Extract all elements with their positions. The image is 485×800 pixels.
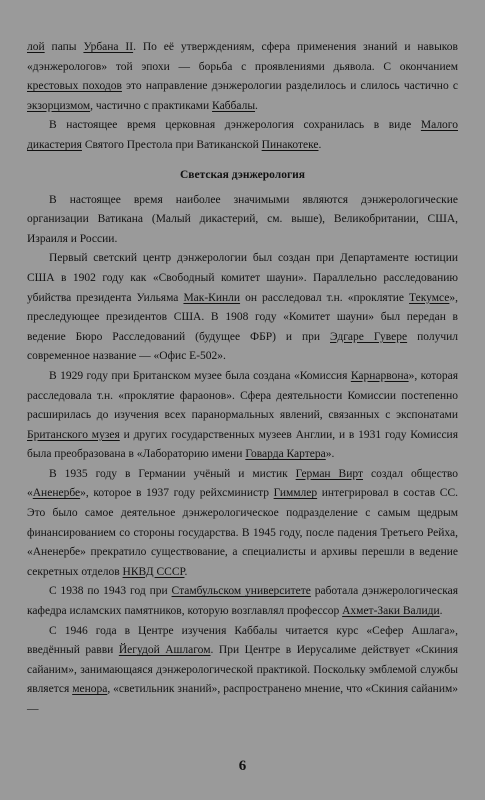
paragraph-5: В 1929 году при Британском музее была создана «Комиссия Карнарвона», которая расследовала т.н. «проклятие фараонов». Сфера деятельности Комиссии постепенно расширилась до изучения всех паранормальных явлений, связанных с экспонатами Британского музея и других государственных музеев Англии, и в 1931 году Комиссия была преобразована в «Лабораторию имени Говарда Картера». — [27, 369, 459, 461]
page-number: 6 — [238, 758, 247, 774]
link-crusades[interactable]: крестовых походов — [27, 80, 122, 93]
link-edgar-hoover[interactable]: Эдгаре Гувере — [330, 330, 408, 343]
link-ashlag[interactable]: Йегудой Ашлагом — [118, 644, 211, 657]
paragraph-4: Первый светский центр дэнжерологии был создан при Департаменте юстиции США в 1902 году как «Свободный комитет шауни». Параллельно расследованию убийства президента Уильяма Мак-Кинли он расследовал т.н. «проклятие Текумсе», преследующее президентов США. В 1908 году «Комитет шауни» был передан в ведение Бюро Расследований (будущее ФБР) и при Эдгаре Гувере получил современное название — «Офис Е-502». — [27, 252, 458, 363]
paragraph-8: С 1946 года в Центре изучения Каббалы читается курс «Сефер Ашлага», введённый равви Йегудой Ашлагом. При Центре в Иерусалиме действует «Скиния сайаним», занимающаяся дэнжерологической практикой. Поскольку эмблемой службы является менора, «светильник знаний», распространено мнение, что «Скиния сайаним» — — [27, 624, 459, 715]
link-validi[interactable]: Ахмет-Заки Валиди — [342, 605, 440, 618]
link-tecumseh[interactable]: Текумсе — [409, 291, 450, 304]
section-heading: Светская дэнжерология — [179, 168, 306, 181]
link-british-museum[interactable]: Британского музея — [27, 428, 120, 441]
link-istanbul-university[interactable]: Стамбульском университете — [171, 585, 311, 598]
link-ahnenerbe[interactable]: Аненербе — [32, 487, 81, 500]
link-howard-carter[interactable]: Говарда Картера — [245, 448, 326, 461]
link-exorcism[interactable]: экзорцизмом — [27, 99, 91, 112]
link-mckinley[interactable]: Мак-Кинли — [183, 291, 241, 304]
link-carnarvon[interactable]: Карнарвона — [350, 369, 409, 382]
paragraph-6: В 1935 году в Германии учёный и мистик Герман Вирт создал общество «Аненербе», которое в 1937 году рейхсминистр Гиммлер интегрировал в состав СС. Это было самое деятельное дэнжерологическое подразделение с самым щедрым финансированием со стороны государства. В 1945 году, после падения Третьего Рейха, «Аненербе» прекратило существование, а специалисты и архивы перешли в ведение секретных отделов НКВД СССР. — [27, 467, 459, 578]
page-text — [27, 38, 458, 720]
link-herman-wirth[interactable]: Герман Вирт — [295, 467, 364, 480]
paragraph-2: В настоящее время церковная дэнжерология сохранилась в виде Малого дикастерия Святого Престола при Ватиканской Пинакотеке. — [27, 119, 458, 151]
paragraph-7: С 1938 по 1943 год при Стамбульском университете работала дэнжерологическая кафедра исламских памятников, которую возглавлял профессор Ахмет-Заки Валиди. — [27, 585, 459, 618]
link-nkvd[interactable]: НКВД СССР — [122, 565, 185, 578]
link-menorah[interactable]: менора — [72, 683, 108, 696]
link-small-dicastery[interactable]: Малого дикастерия — [27, 119, 458, 151]
link-kabbalah[interactable]: Каббалы — [212, 99, 256, 112]
link-pinacoteca[interactable]: Пинакотеке — [261, 138, 319, 151]
link-himmler[interactable]: Гиммлер — [273, 487, 318, 500]
paragraph-3: В настоящее время наиболее значимыми являются дэнжерологические организации Ватикана (Малый дикастерий, см. выше), Великобритании, США, Израиля и России. — [27, 193, 458, 245]
link-lol[interactable]: лой — [27, 41, 45, 53]
paragraph-1: лой папы Урбана II. По её утверждениям, сфера применения знаний и навыков «дэнжерологов» той эпохи — борьба с проявлениями дьявола. С окончанием крестовых походов это направление дэнжерологии разделилось и слилось частично с экзорцизмом, частично с практиками Каббалы. — [27, 41, 458, 112]
link-urban-ii[interactable]: Урбана II — [83, 41, 134, 53]
